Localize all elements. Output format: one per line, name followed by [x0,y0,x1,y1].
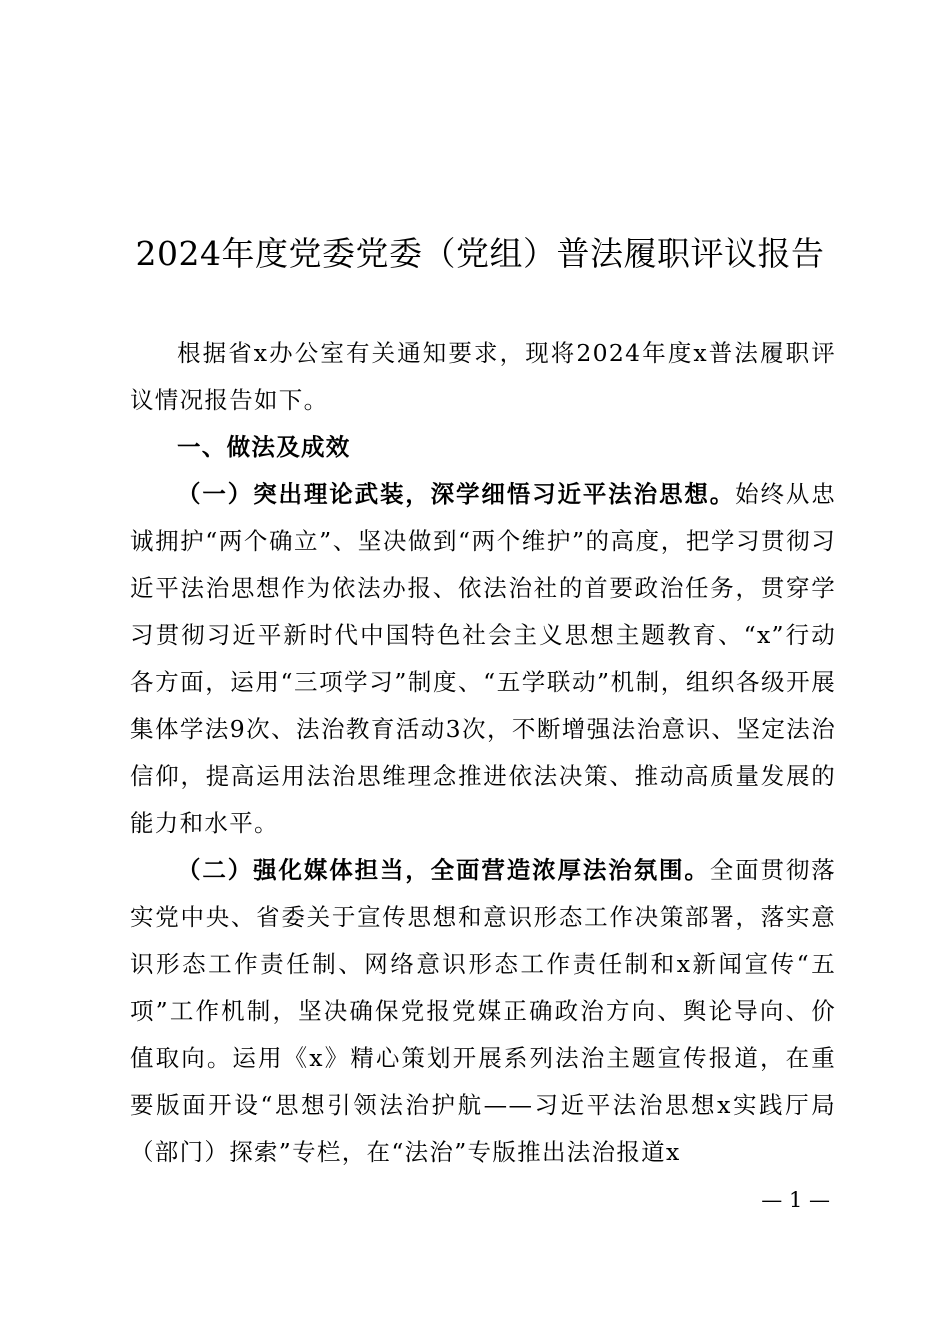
intro-paragraph: 根据省x办公室有关通知要求，现将2024年度x普法履职评议情况报告如下。 [130,339,836,414]
page-number: — 1 — [761,1188,830,1212]
paragraph-1-body: 始终从忠诚拥护“两个确立”、坚决做到“两个维护”的高度，把学习贯彻习近平法治思想作为依法办报、依法治社的首要政治任务，贯穿学习贯彻习近平新时代中国特色社会主义思想主题教育、“x”行动各方面，运用“三项学习”制度、“五学联动”机制，组织各级开展集体学法9次、法治教育活动3次，不断增强法治意识、坚定法治信仰，提高运用法治思维理念推进依法决策、推动高质量发展的能力和水平。 [130,480,836,837]
paragraph-1 [130,471,836,847]
paragraph-2-body: 全面贯彻落实党中央、省委关于宣传思想和意识形态工作决策部署，落实意识形态工作责任制、网络意识形态工作责任制和x新闻宣传“五项”工作机制，坚决确保党报党媒正确政治方向、舆论导向、价值取向。运用《x》精心策划开展系列法治主题宣传报道，在重要版面开设“思想引领法治护航——习近平法治思想x实践厅局（部门）探索”专栏，在“法治”专版推出法治报道x [130,856,836,1166]
paragraph-2-heading: （二）强化媒体担当，全面营造浓厚法治氛围。 [177,856,710,884]
document-title: 2024年度党委党委（党组）普法履职评议报告 [135,234,825,273]
paragraph-2 [130,847,836,1176]
document-body [130,330,836,1176]
section-heading: 一、做法及成效 [177,433,351,461]
paragraph-1-heading: （一）突出理论武装，深学细悟习近平法治思想。 [177,480,736,508]
